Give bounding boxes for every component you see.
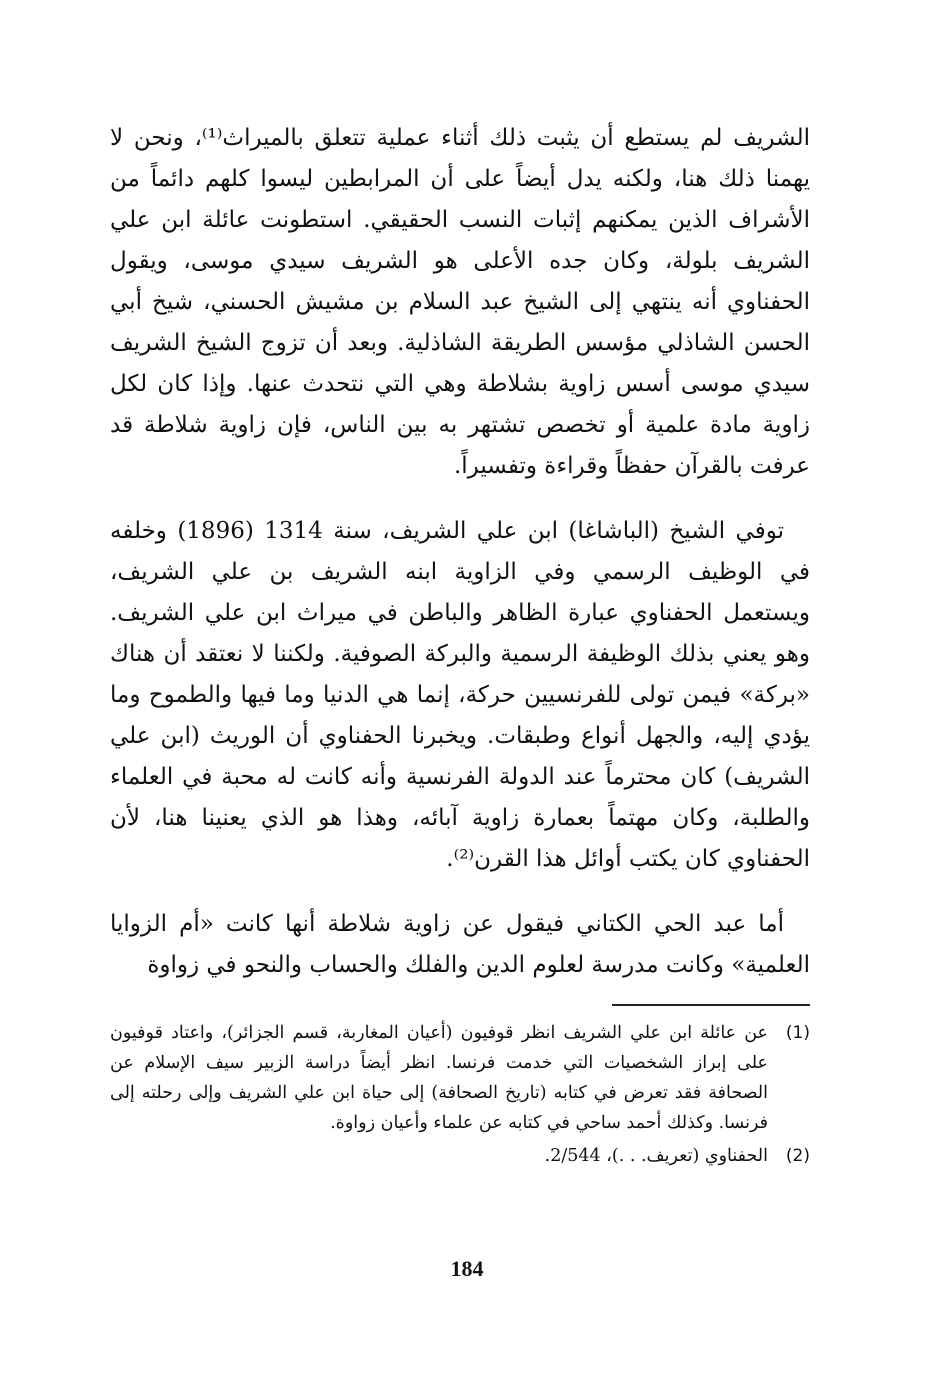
- paragraph-3: أما عبد الحي الكتاني فيقول عن زاوية شلاطة أنها كانت «أم الزوايا العلمية» وكانت مدرسة لعلوم الدين والفلك والحساب والنحو في زواوة: [110, 911, 810, 978]
- footnote-1: [110, 1018, 810, 1138]
- footnote-number: (2): [785, 1146, 810, 1166]
- footnote-separator: [612, 1004, 810, 1006]
- paragraph-2: توفي الشيخ (الباشاغا) ابن علي الشريف، سنة 1314 (1896) وخلفه في الوظيف الرسمي وفي الزاوية ابنه الشريف بن علي الشريف، ويستعمل الحفناوي عبارة الظاهر والباطن في ميراث ابن علي الشريف. وهو يعني بذلك الوظيفة الرسمية والبركة الصوفية. ولكننا لا نعتقد أن هناك «بركة» فيمن تولى للفرنسيين حركة، إنما هي الدنيا وما فيها والطموح وما يؤدي إليه، والجهل أنواع وطبقات. ويخبرنا الحفناوي أن الوريث (ابن علي الشريف) كان محترماً عند الدولة الفرنسية وأنه كانت له محبة في العلماء والطلبة، وكان مهتماً بعمارة زاوية آبائه، وهذا هو الذي يعنينا هنا، لأن الحفناوي كان يكتب أوائل هذا القرن⁽²⁾.: [110, 518, 810, 872]
- footnotes: [110, 1018, 810, 1174]
- footnote-2: [110, 1141, 810, 1171]
- footnote-text: الحفناوي (تعريف. . .)، 2/544.: [544, 1146, 768, 1166]
- main-text: [110, 118, 810, 986]
- page-number: 184: [450, 1256, 484, 1281]
- footnote-text: عن عائلة ابن علي الشريف انظر قوفيون (أعيان المغاربة، قسم الجزائر)، واعتاد قوفيون على إبراز الشخصيات التي خدمت فرنسا. انظر أيضاً دراسة الزبير سيف الإسلام عن الصحافة فقد تعرض في كتابه (تاريخ الصحافة) إلى حياة ابن علي الشريف وإلى رحلته إلى فرنسا. وكذلك أحمد ساحي في كتابه عن علماء وأعيان زواوة.: [110, 1023, 768, 1133]
- footnote-number: (1): [785, 1023, 810, 1043]
- paragraph-1: الشريف لم يستطع أن يثبت ذلك أثناء عملية تتعلق بالميراث⁽¹⁾، ونحن لا يهمنا ذلك هنا، ولكنه يدل أيضاً على أن المرابطين ليسوا كلهم دائماً من الأشراف الذين يمكنهم إثبات النسب الحقيقي. استطونت عائلة ابن علي الشريف بلولة، وكان جده الأعلى هو الشريف سيدي موسى، ويقول الحفناوي أنه ينتهي إلى الشيخ عبد السلام بن مشيش الحسني، شيخ أبي الحسن الشاذلي مؤسس الطريقة الشاذلية. وبعد أن تزوج الشيخ الشريف سيدي موسى أسس زاوية بشلاطة وهي التي نتحدث عنها. وإذا كان لكل زاوية مادة علمية أو تخصص تشتهر به بين الناس، فإن زاوية شلاطة قد عرفت بالقرآن حفظاً وقراءة وتفسيراً.: [110, 125, 810, 479]
